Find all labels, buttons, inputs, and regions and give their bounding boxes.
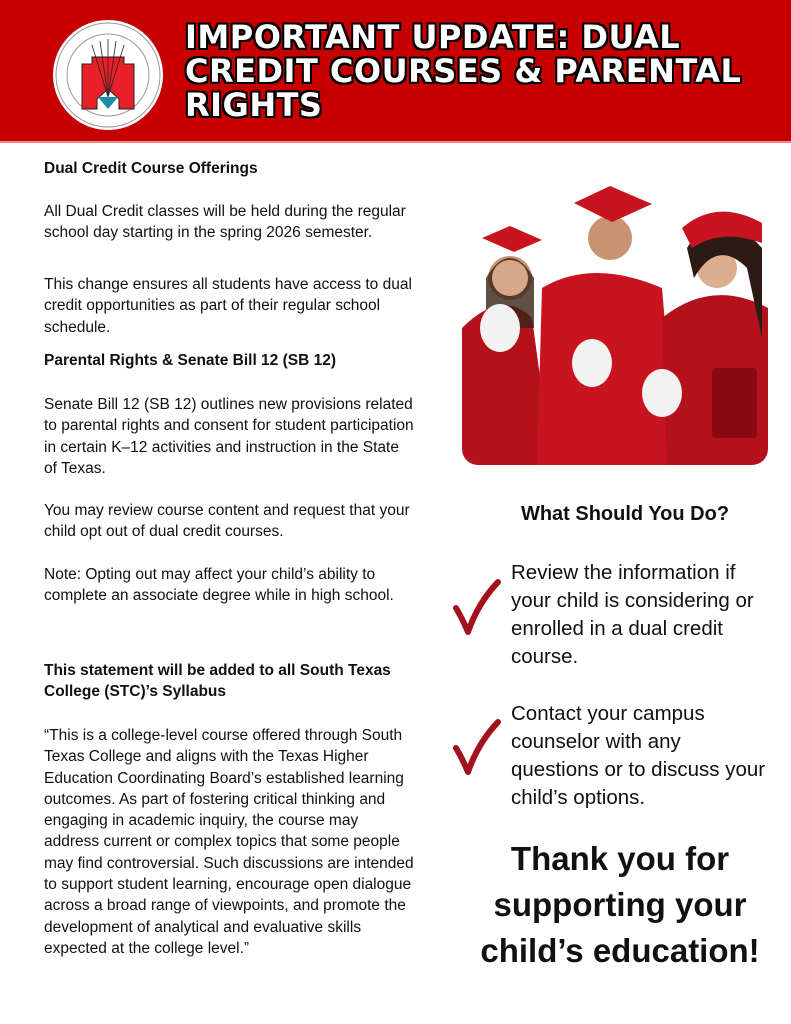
action-item-review: Review the information if your child is considering or enrolled in a dual credit course. — [511, 561, 754, 668]
checkmark-icon — [452, 718, 502, 778]
dual-credit-paragraph-2: This change ensures all students have access to dual credit opportunities as part of their regular school schedule. — [44, 276, 412, 336]
sb12-paragraph-1: Senate Bill 12 (SB 12) outlines new provisions related to parental rights and consent for student participation in certain K–12 activities and instruction in the State of Texas. — [44, 396, 414, 477]
sb12-paragraph-2: You may review course content and request that your child opt out of dual credit courses. — [44, 502, 410, 541]
school-district-logo — [52, 19, 164, 131]
thank-you-message: Thank you for supporting your child’s education! — [480, 840, 760, 969]
what-to-do-heading: What Should You Do? — [520, 503, 730, 525]
syllabus-quote: “This is a college-level course offered through South Texas College and aligns with the Texas Higher Education Coordinating Board’s established learning outcomes. As part of fostering critical thinking and engaging in academic inquiry, the course may address current or complex topics that some people may find controversial. Such discussions are intended to support student learning, encourage open dialogue across a broad range of viewpoints, and promote the development of analytical and evaluative skills expected at the college level.” — [44, 727, 414, 957]
dual-credit-heading: Dual Credit Course Offerings — [44, 160, 258, 177]
syllabus-heading: This statement will be added to all South Texas College (STC)’s Syllabus — [44, 662, 391, 701]
action-item-contact: Contact your campus counselor with any questions or to discuss your child’s options. — [511, 702, 766, 809]
header-banner — [0, 0, 791, 143]
sb12-heading: Parental Rights & Senate Bill 12 (SB 12) — [44, 352, 337, 369]
dual-credit-paragraph-1: All Dual Credit classes will be held during the regular school day starting in the spring 2026 semester. — [44, 203, 406, 242]
sb12-note: Note: Opting out may affect your child’s ability to complete an associate degree while in high school. — [44, 566, 394, 605]
checkmark-icon — [452, 578, 502, 638]
graduates-photo — [462, 178, 768, 465]
page-title: IMPORTANT UPDATE: DUAL CREDIT COURSES & PARENTAL RIGHTS — [185, 18, 742, 124]
